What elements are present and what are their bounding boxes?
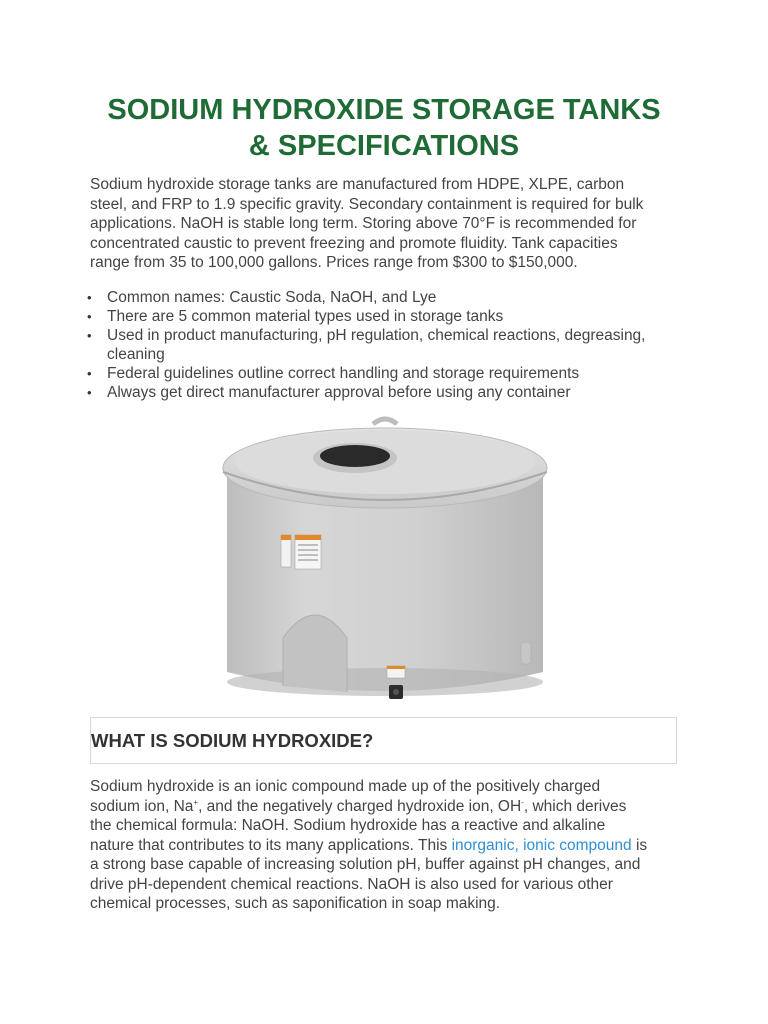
warning-label [295, 535, 321, 569]
list-item [90, 326, 690, 364]
body-line: drive pH-dependent chemical reactions. NaOH is also used for various other [90, 875, 613, 893]
section-heading-box [90, 717, 677, 764]
inorganic-ionic-compound-link[interactable]: inorganic, ionic compound [451, 836, 632, 854]
title-line-1: SODIUM HYDROXIDE STORAGE TANKS [107, 94, 661, 126]
body-line: Sodium hydroxide is an ionic compound made up of the positively charged [90, 778, 601, 795]
tank-arch-cutout [283, 615, 347, 692]
body-line: nature that contributes to its many applications. This inorganic, ionic compound is [90, 836, 648, 854]
list-item [90, 364, 690, 383]
body-line: the chemical formula: NaOH. Sodium hydroxide has a reactive and alkaline [90, 817, 606, 834]
bullet-list [90, 288, 690, 402]
section-heading: WHAT IS SODIUM HYDROXIDE? [91, 730, 374, 751]
list-item [90, 383, 690, 402]
list-item-text: • Federal guidelines outline correct handling and storage requirements [107, 365, 580, 382]
list-item-text: • Always get direct manufacturer approval before using any container [107, 384, 571, 401]
intro-paragraph [90, 175, 690, 273]
list-item-text: • Used in product manufacturing, pH regulation, chemical reactions, degreasing, [107, 327, 646, 344]
tank-side-rib [521, 642, 531, 664]
warning-label-stripe [281, 535, 291, 540]
list-item-text: • There are 5 common material types used in storage tanks [107, 308, 504, 325]
title-line-2: & SPECIFICATIONS [248, 130, 520, 162]
intro-line: steel, and FRP to 1.9 specific gravity. Secondary containment is required for bulk [90, 195, 644, 213]
list-item-text: • Common names: Caustic Soda, NaOH, and Lye [107, 289, 437, 306]
warning-label-stripe [295, 535, 321, 540]
list-item [90, 288, 690, 307]
page-title [60, 92, 708, 164]
tank-lifting-lug [373, 419, 397, 424]
body-line: a strong base capable of increasing solution pH, buffer against pH changes, and [90, 856, 641, 873]
list-item [90, 307, 690, 326]
body-line: chemical processes, such as saponification in soap making. [90, 895, 501, 912]
body-paragraph [90, 777, 690, 914]
body-line: sodium ion, Na+, and the negatively charged hydroxide ion, OH-, which derives [90, 797, 627, 815]
tank-base-shadow [227, 668, 543, 696]
list-item-text-continued: cleaning [107, 346, 165, 363]
intro-line: concentrated caustic to prevent freezing and promote fluidity. Tank capacities [90, 234, 618, 252]
intro-line: Sodium hydroxide storage tanks are manufactured from HDPE, XLPE, carbon [90, 176, 625, 193]
storage-tank-image [215, 410, 555, 710]
intro-line: applications. NaOH is stable long term. Storing above 70°F is recommended for [90, 215, 637, 232]
intro-line: range from 35 to 100,000 gallons. Prices range from $300 to $150,000. [90, 254, 578, 271]
tank-manway-cover [320, 445, 390, 467]
